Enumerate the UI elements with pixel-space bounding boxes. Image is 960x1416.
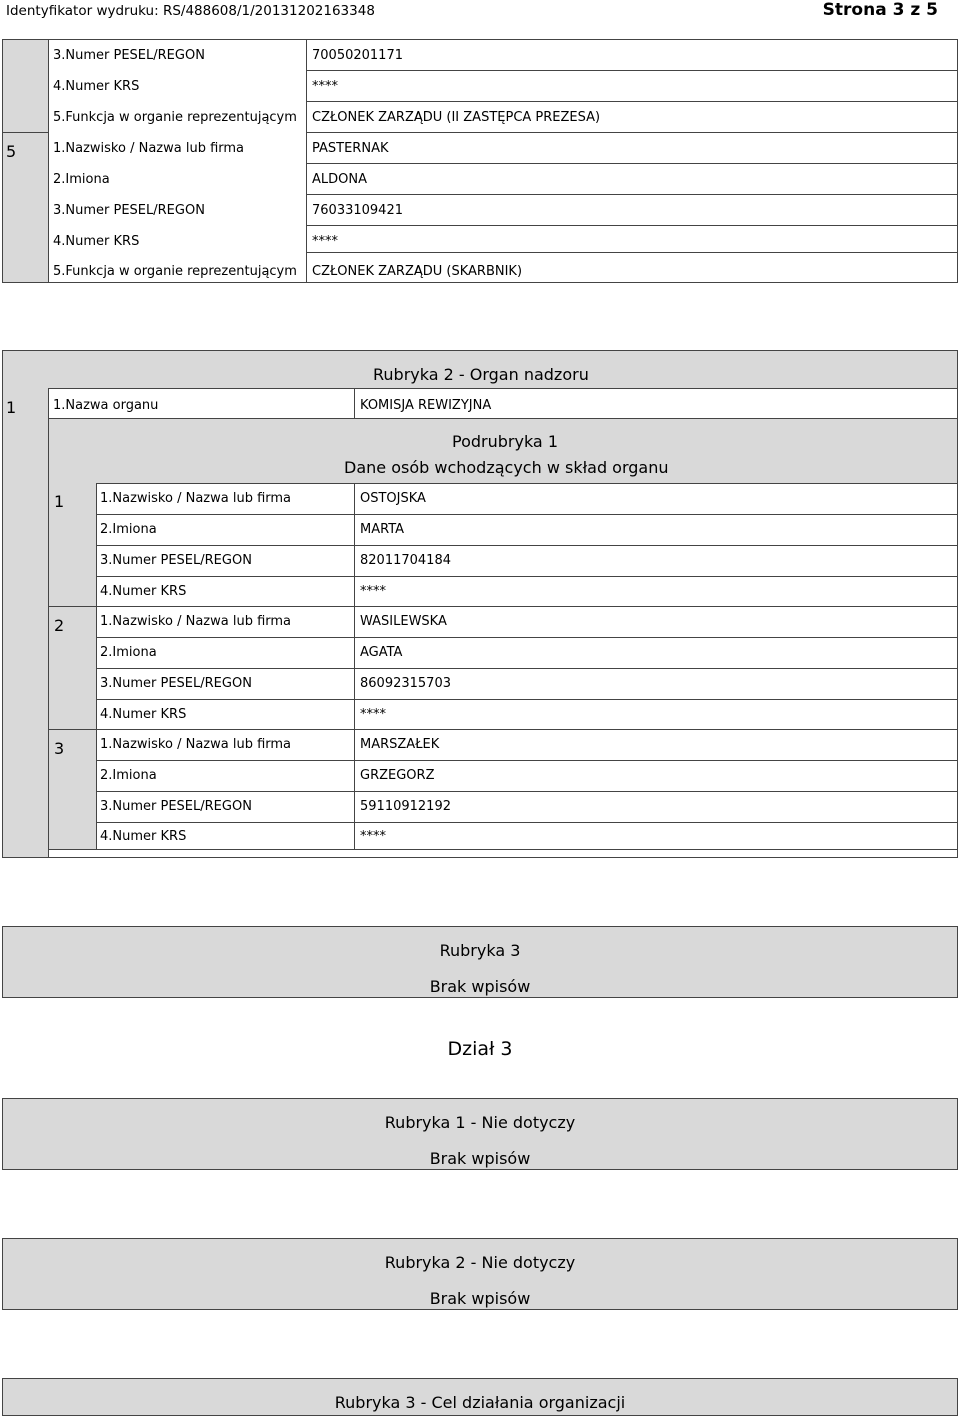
value-krs: **** bbox=[360, 584, 386, 599]
podrubryka-title: Podrubryka 1 bbox=[452, 432, 558, 451]
page-number: Strona 3 z 5 bbox=[822, 0, 938, 20]
value-pesel: 86092315703 bbox=[360, 676, 451, 691]
label-krs: 4.Numer KRS bbox=[100, 584, 187, 599]
value-nazwa-organu: KOMISJA REWIZYJNA bbox=[360, 398, 492, 413]
member-index: 3 bbox=[54, 739, 65, 758]
value-krs: **** bbox=[312, 79, 338, 94]
d3-rubryka-3-section bbox=[2, 1378, 958, 1416]
value-imiona: ALDONA bbox=[312, 172, 367, 187]
label-imiona: 2.Imiona bbox=[100, 645, 157, 660]
value-pesel: 70050201171 bbox=[312, 48, 403, 63]
person-index: 5 bbox=[6, 142, 17, 161]
label-krs: 4.Numer KRS bbox=[53, 79, 140, 94]
d3-rubryka-1-section bbox=[2, 1098, 958, 1170]
value-nazwisko: OSTOJSKA bbox=[360, 491, 426, 506]
value-funkcja: CZŁONEK ZARZĄDU (II ZASTĘPCA PREZESA) bbox=[312, 110, 601, 125]
rubryka-2-title: Rubryka 2 - Organ nadzoru bbox=[373, 365, 589, 384]
label-nazwisko: 1.Nazwisko / Nazwa lub firma bbox=[100, 614, 292, 629]
podrubryka-subtitle: Dane osób wchodzących w skład organu bbox=[344, 458, 669, 477]
label-nazwisko: 1.Nazwisko / Nazwa lub firma bbox=[100, 737, 292, 752]
organ-index: 1 bbox=[6, 398, 17, 417]
label-nazwisko: 1.Nazwisko / Nazwa lub firma bbox=[53, 141, 245, 156]
label-krs: 4.Numer KRS bbox=[100, 829, 187, 844]
value-imiona: MARTA bbox=[360, 522, 405, 537]
d3-rubryka-2-section bbox=[2, 1238, 958, 1310]
label-nazwisko: 1.Nazwisko / Nazwa lub firma bbox=[100, 491, 292, 506]
label-imiona: 2.Imiona bbox=[53, 172, 110, 187]
d3-rubryka-2-note: Brak wpisów bbox=[429, 1289, 531, 1308]
label-funkcja: 5.Funkcja w organie reprezentującym bbox=[53, 110, 297, 125]
value-krs: **** bbox=[312, 234, 338, 249]
value-pesel: 59110912192 bbox=[360, 799, 451, 814]
label-funkcja: 5.Funkcja w organie reprezentującym bbox=[53, 264, 297, 279]
member-index: 1 bbox=[54, 492, 65, 511]
value-krs: **** bbox=[360, 829, 386, 844]
label-pesel: 3.Numer PESEL/REGON bbox=[53, 203, 205, 218]
label-krs: 4.Numer KRS bbox=[100, 707, 187, 722]
print-identifier: Identyfikator wydruku: RS/488608/1/20131202163348 bbox=[6, 3, 375, 19]
rubryka-3-section bbox=[2, 926, 958, 998]
value-nazwisko: MARSZAŁEK bbox=[360, 737, 440, 752]
value-pesel: 82011704184 bbox=[360, 553, 451, 568]
value-imiona: AGATA bbox=[360, 645, 403, 660]
label-pesel: 3.Numer PESEL/REGON bbox=[100, 676, 252, 691]
label-krs: 4.Numer KRS bbox=[53, 234, 140, 249]
value-imiona: GRZEGORZ bbox=[360, 768, 435, 783]
d3-rubryka-2-title: Rubryka 2 - Nie dotyczy bbox=[384, 1253, 576, 1272]
label-imiona: 2.Imiona bbox=[100, 522, 157, 537]
value-nazwisko: WASILEWSKA bbox=[360, 614, 447, 629]
label-nazwa-organu: 1.Nazwa organu bbox=[53, 398, 159, 413]
value-funkcja: CZŁONEK ZARZĄDU (SKARBNIK) bbox=[312, 264, 523, 279]
rubryka-3-title: Rubryka 3 bbox=[439, 941, 521, 960]
label-pesel: 3.Numer PESEL/REGON bbox=[53, 48, 205, 63]
d3-rubryka-3-title: Rubryka 3 - Cel działania organizacji bbox=[334, 1393, 626, 1412]
member-index: 2 bbox=[54, 616, 65, 635]
label-pesel: 3.Numer PESEL/REGON bbox=[100, 799, 252, 814]
value-pesel: 76033109421 bbox=[312, 203, 403, 218]
dzial-3-title: Dział 3 bbox=[447, 1038, 513, 1060]
label-imiona: 2.Imiona bbox=[100, 768, 157, 783]
value-krs: **** bbox=[360, 707, 386, 722]
rubryka-3-note: Brak wpisów bbox=[429, 977, 531, 996]
label-pesel: 3.Numer PESEL/REGON bbox=[100, 553, 252, 568]
d3-rubryka-1-title: Rubryka 1 - Nie dotyczy bbox=[384, 1113, 576, 1132]
d3-rubryka-1-note: Brak wpisów bbox=[429, 1149, 531, 1168]
value-nazwisko: PASTERNAK bbox=[312, 141, 389, 156]
